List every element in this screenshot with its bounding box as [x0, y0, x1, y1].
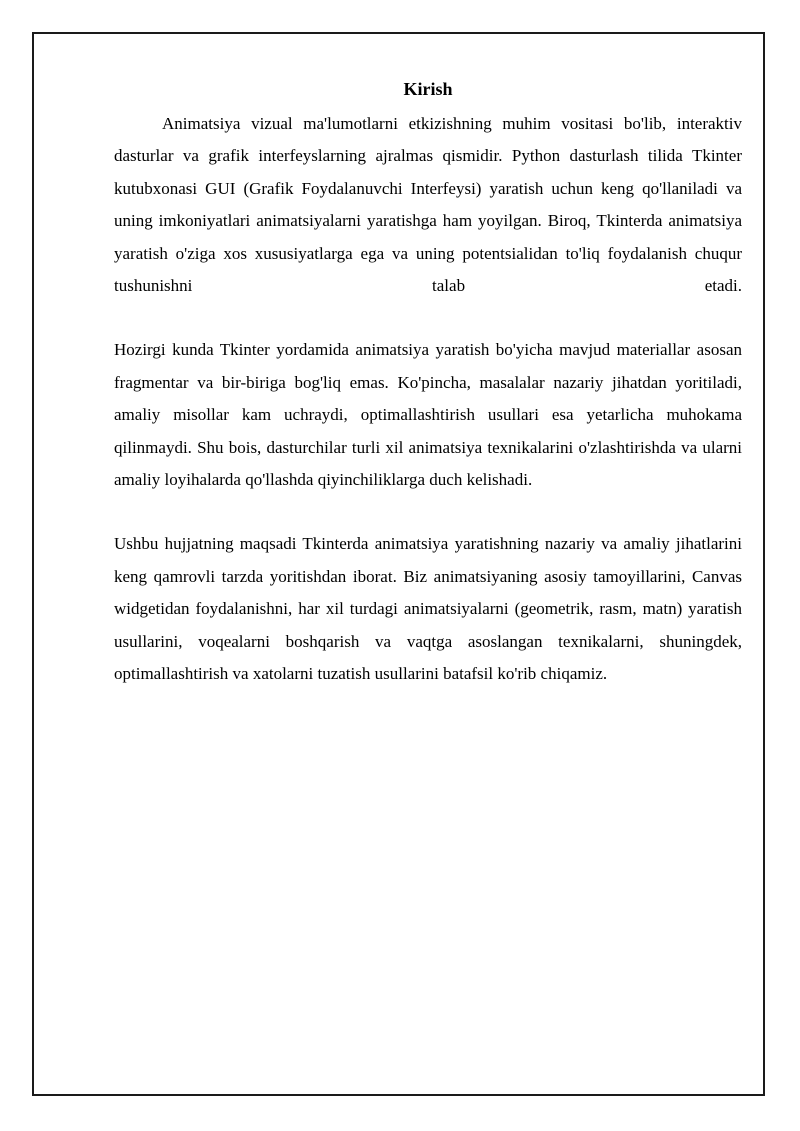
- paragraph-current-state: Hozirgi kunda Tkinter yordamida animatsiya yaratish bo'yicha mavjud materiallar asosan fragmentar va bir-biriga bog'liq emas. Ko'pincha, masalalar nazariy jihatdan yoritiladi, amaliy misollar kam uchraydi, optimallashtirish usullari esa yetarlicha muhokama qilinmaydi. Shu bois, dasturchilar turli xil animatsiya texnikalarini o'zlashtirishda va ularni amaliy loyihalarda qo'llashda qiyinchiliklarga duch kelishadi.: [114, 340, 742, 490]
- paragraph-intro: Animatsiya vizual ma'lumotlarni etkizishning muhim vositasi bo'lib, interaktiv dasturlar va grafik interfeyslarning ajralmas qismidir. Python dasturlash tilida Tkinter kutubxonasi GUI (Grafik Foydalanuvchi Interfeysi) yaratish uchun keng qo'llaniladi va uning imkoniyatlari animatsiyalarni yaratishga ham yoyilgan. Biroq, Tkinterda animatsiya yaratish o'ziga xos xususiyatlarga ega va uning potentsialidan to'liq foydalanish chuqur tushunishni talab etadi.: [114, 114, 742, 296]
- document-body: [114, 76, 742, 723]
- paragraph-goal: Ushbu hujjatning maqsadi Tkinterda animatsiya yaratishning nazariy va amaliy jihatlarini keng qamrovli tarzda yoritishdan iborat. Biz animatsiyaning asosiy tamoyillarini, Canvas widgetidan foydalanishni, har xil turdagi animatsiyalarni (geometrik, rasm, matn) yaratish usullarini, voqealarni boshqarish va vaqtga asoslangan texnikalarni, shuningdek, optimallashtirish va xatolarni tuzatish usullarini batafsil ko'rib chiqamiz.: [114, 534, 742, 684]
- page-title: Kirish: [403, 79, 453, 99]
